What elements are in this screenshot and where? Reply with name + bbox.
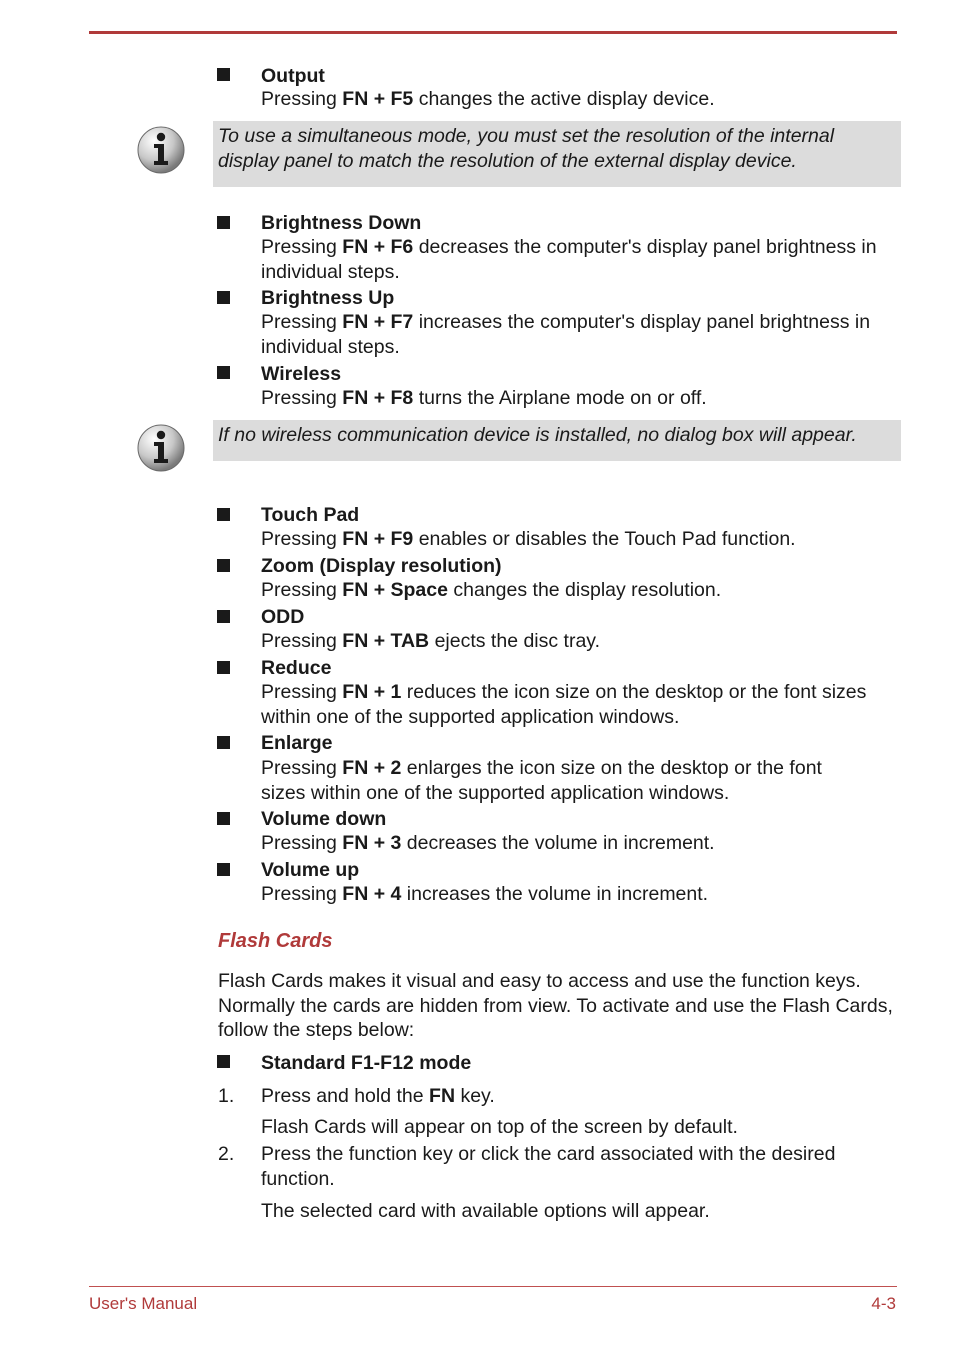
section-title: Flash Cards (218, 930, 333, 952)
item-title-touch-pad: Touch Pad (261, 504, 360, 526)
item-title-wireless: Wireless (261, 363, 342, 385)
item-title-zoom: Zoom (Display resolution) (261, 555, 502, 577)
item-desc-brightness-down: Pressing FN + F6 decreases the computer's display panel brightness in individual steps. (261, 236, 877, 283)
note-box (213, 420, 901, 461)
item-desc-touch-pad: Pressing FN + F9 enables or disables the Touch Pad function. (261, 528, 796, 550)
bullet-icon (217, 291, 230, 304)
footer-page-number: 4-3 (871, 1294, 896, 1313)
bullet-icon (217, 1055, 230, 1068)
item-title-brightness-up: Brightness Up (261, 287, 395, 309)
key-combo: FN + F5 (342, 88, 414, 110)
step-result: Flash Cards will appear on top of the screen by default. (261, 1116, 738, 1138)
key-combo: FN + Space (342, 579, 448, 601)
item-title-odd: ODD (261, 606, 305, 628)
footer-manual-title: User's Manual (89, 1294, 198, 1313)
section-intro: Flash Cards makes it visual and easy to access and use the function keys. Normally the cards are hidden from view. To activate and use the Flash Cards, follow the steps below: (218, 970, 893, 1041)
key-combo: FN + 1 (342, 681, 402, 703)
step-number: 2. (218, 1143, 235, 1165)
key-combo: FN + F8 (342, 387, 414, 409)
bullet-icon (217, 216, 230, 229)
step-result: The selected card with available options will appear. (261, 1200, 710, 1222)
note-text: If no wireless communication device is installed, no dialog box will appear. (218, 424, 857, 446)
footer-rule (89, 1286, 897, 1287)
note-text: To use a simultaneous mode, you must set the resolution of the internal display panel to match the resolution of the external display device. (218, 125, 835, 172)
item-desc-volume-down: Pressing FN + 3 decreases the volume in increment. (261, 832, 715, 854)
bullet-icon (217, 661, 230, 674)
item-title-volume-down: Volume down (261, 808, 387, 830)
step-text: Press and hold the FN key. (261, 1085, 495, 1107)
header-rule (89, 31, 897, 34)
item-desc-wireless: Pressing FN + F8 turns the Airplane mode on or off. (261, 387, 707, 409)
bullet-icon (217, 559, 230, 572)
step-number: 1. (218, 1085, 235, 1107)
item-title-brightness-down: Brightness Down (261, 212, 422, 234)
item-title-enlarge: Enlarge (261, 732, 333, 754)
bullet-icon (217, 68, 230, 81)
key-combo: FN + 3 (342, 832, 402, 854)
info-icon (136, 125, 186, 175)
bullet-icon (217, 508, 230, 521)
item-title-standard-mode: Standard F1-F12 mode (261, 1052, 472, 1074)
key-combo: FN + TAB (342, 630, 430, 652)
item-desc-output: Pressing FN + F5 changes the active display device. (261, 88, 715, 110)
key-name: FN (429, 1085, 456, 1107)
bullet-icon (217, 812, 230, 825)
key-combo: FN + 2 (342, 757, 402, 779)
item-desc-odd: Pressing FN + TAB ejects the disc tray. (261, 630, 601, 652)
item-title-reduce: Reduce (261, 657, 332, 679)
note-box (213, 121, 901, 187)
bullet-icon (217, 863, 230, 876)
item-title-output: Output (261, 65, 325, 87)
item-desc-enlarge: Pressing FN + 2 enlarges the icon size on the desktop or the font sizes within one of the supported application windows. (261, 757, 822, 804)
bullet-icon (217, 610, 230, 623)
item-desc-brightness-up: Pressing FN + F7 increases the computer's display panel brightness in individual steps. (261, 311, 871, 358)
item-desc-zoom: Pressing FN + Space changes the display resolution. (261, 579, 722, 601)
key-combo: FN + F6 (342, 236, 414, 258)
key-combo: FN + F9 (342, 528, 414, 550)
item-title-volume-up: Volume up (261, 859, 360, 881)
key-combo: FN + 4 (342, 883, 402, 905)
key-combo: FN + F7 (342, 311, 414, 333)
step-text: Press the function key or click the card associated with the desired function. (261, 1143, 836, 1190)
item-desc-volume-up: Pressing FN + 4 increases the volume in increment. (261, 883, 709, 905)
info-icon (136, 423, 186, 473)
item-desc-reduce: Pressing FN + 1 reduces the icon size on the desktop or the font sizes within one of the supported application windows. (261, 681, 867, 728)
bullet-icon (217, 736, 230, 749)
bullet-icon (217, 366, 230, 379)
